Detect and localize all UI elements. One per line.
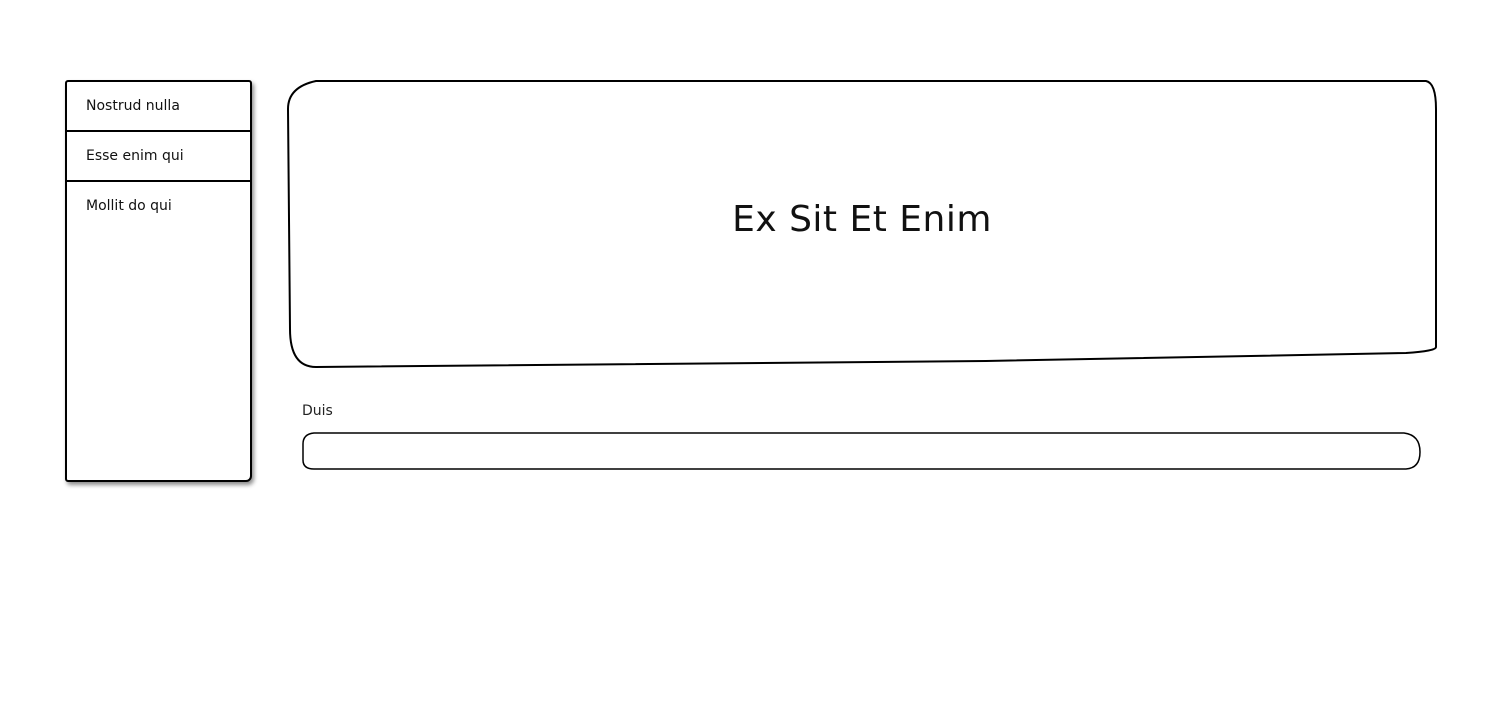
text-field[interactable] [300, 430, 1424, 472]
sidebar-item-nostrud-nulla[interactable] [67, 82, 250, 132]
duis-input[interactable] [314, 438, 1408, 464]
sidebar-item-label: Mollit do qui [86, 198, 172, 214]
sidebar-item-esse-enim-qui[interactable] [67, 132, 250, 182]
sidebar-item-mollit-do-qui[interactable] [67, 182, 250, 232]
hero-panel [286, 79, 1438, 369]
hero-title: Ex Sit Et Enim [732, 199, 992, 240]
field-label: Duis [302, 403, 333, 419]
sidebar-item-label: Nostrud nulla [86, 98, 180, 114]
sidebar-nav [65, 80, 252, 482]
sidebar-item-label: Esse enim qui [86, 148, 184, 164]
